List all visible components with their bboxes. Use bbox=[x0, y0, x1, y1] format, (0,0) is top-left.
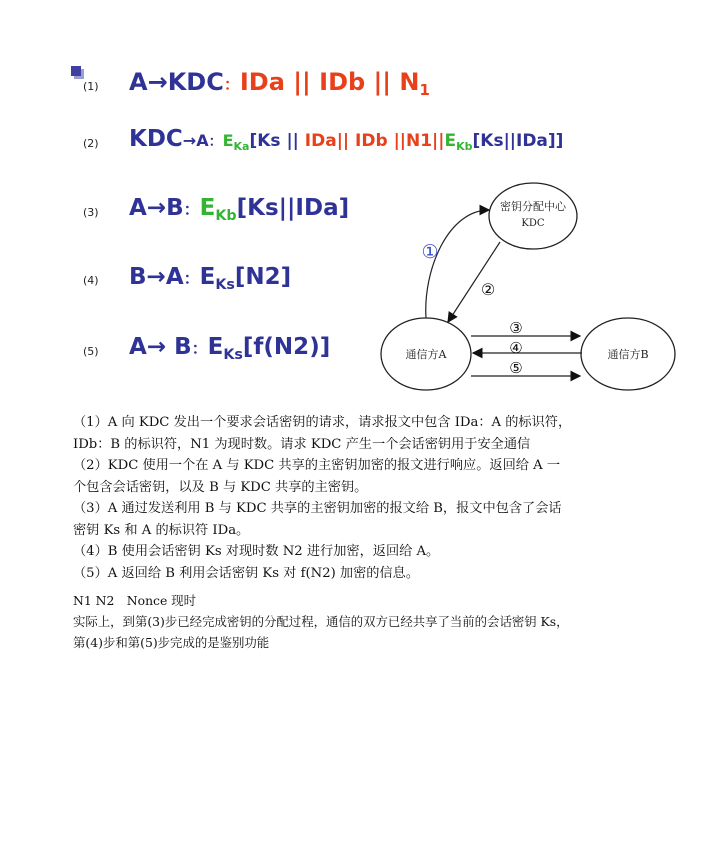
step-2-e2: E bbox=[444, 131, 457, 151]
description-line: （2）KDC 使用一个在 A 与 KDC 共享的主密钥加密的报文进行响应。返回给 A 一 bbox=[73, 458, 561, 473]
protocol-description bbox=[73, 412, 673, 584]
step-4-to: A bbox=[165, 264, 184, 290]
kdc-node bbox=[489, 183, 577, 249]
step-2-e1: E bbox=[222, 131, 234, 150]
circled-number-5: ⑤ bbox=[509, 359, 523, 377]
step-2-mid-ids: IDa|| IDb ||N1|| bbox=[298, 131, 445, 151]
step-3-e: E bbox=[199, 195, 216, 221]
step-3-tail: [Ks||IDa] bbox=[236, 195, 350, 221]
step-3-from: A bbox=[129, 195, 147, 221]
step-4-e-sub: Ks bbox=[215, 276, 235, 293]
notes bbox=[73, 590, 673, 653]
step-2-colon: ： bbox=[208, 134, 223, 150]
step-3-arrow: → bbox=[146, 195, 167, 221]
circled-number-3: ③ bbox=[509, 319, 523, 337]
kdc-flow-diagram bbox=[378, 180, 678, 398]
step-1-number: (1) bbox=[83, 80, 99, 93]
step-3-e-sub: Kb bbox=[215, 207, 237, 224]
note-line: 实际上，到第(3)步已经完成密钥的分配过程，通信的双方已经共享了当前的会话密钥 Ks， bbox=[73, 614, 569, 629]
step-4-arrow: → bbox=[146, 264, 166, 290]
party-b-label: 通信方B bbox=[607, 348, 649, 361]
step-5-number: (5) bbox=[83, 345, 99, 358]
step-1-colon: ： bbox=[223, 75, 240, 94]
step-1-payload: IDa || IDb || N bbox=[239, 68, 420, 96]
description-line: 密钥 Ks 和 A 的标识符 IDa。 bbox=[73, 522, 250, 538]
step-3-equation bbox=[129, 195, 349, 224]
step-1-from: A bbox=[129, 68, 148, 96]
step-4-colon: ： bbox=[183, 269, 200, 288]
step-2-to: A bbox=[196, 131, 209, 150]
step-2-mid-key: [Ks || bbox=[249, 131, 299, 151]
step-3-number: (3) bbox=[83, 206, 99, 219]
step-1-equation bbox=[129, 68, 430, 99]
step-3-colon: ： bbox=[183, 200, 200, 219]
step-2-e2-sub: Kb bbox=[456, 139, 473, 153]
step-2-from: KDC bbox=[129, 126, 183, 152]
step-4-number: (4) bbox=[83, 274, 99, 287]
description-line: （4）B 使用会话密钥 Ks 对现时数 N2 进行加密，返回给 A。 bbox=[73, 544, 440, 559]
step-3-to: B bbox=[166, 195, 184, 221]
step-2-e1-sub: Ka bbox=[233, 139, 250, 153]
arrow-step-1 bbox=[426, 210, 489, 318]
step-2-equation bbox=[129, 126, 563, 153]
kdc-label-line2: KDC bbox=[521, 218, 545, 229]
step-5-tail: [f(N2)] bbox=[242, 334, 331, 360]
description-line: （1）A 向 KDC 发出一个要求会话密钥的请求，请求报文中包含 IDa：A 的标识符， bbox=[73, 415, 572, 430]
step-1-payload-sub: 1 bbox=[419, 81, 430, 100]
step-5-from: A bbox=[129, 334, 147, 360]
step-4-e: E bbox=[199, 264, 216, 290]
step-4-from: B bbox=[129, 264, 147, 290]
step-4-tail: [N2] bbox=[234, 264, 292, 290]
description-line: 个包含会话密钥，以及 B 与 KDC 共享的主密钥。 bbox=[73, 479, 368, 495]
note-line: N1 N2 Nonce 现时 bbox=[73, 593, 197, 608]
step-5-equation bbox=[129, 334, 330, 363]
note-line: 第(4)步和第(5)步完成的是鉴别功能 bbox=[73, 635, 270, 650]
circled-number-1: ① bbox=[421, 241, 439, 263]
step-5-e: E bbox=[207, 334, 224, 360]
description-line: IDb：B 的标识符，N1 为现时数。请求 KDC 产生一个会话密钥用于安全通信 bbox=[73, 436, 531, 452]
step-2-arrow: → bbox=[182, 131, 197, 150]
step-1-to: KDC bbox=[167, 68, 224, 96]
circled-number-2: ② bbox=[480, 280, 496, 299]
slide-bullet-decoration bbox=[71, 66, 83, 78]
step-2-mid bbox=[249, 131, 444, 151]
kdc-label-line1: 密钥分配中心 bbox=[500, 200, 566, 213]
step-4-equation bbox=[129, 264, 291, 293]
step-5-arrow: → bbox=[146, 334, 167, 360]
step-5-to: B bbox=[166, 334, 192, 360]
circled-number-4: ④ bbox=[509, 339, 523, 357]
description-line: （3）A 通过发送利用 B 与 KDC 共享的主密钥加密的报文给 B，报文中包含了会话 bbox=[73, 501, 562, 516]
party-a-label: 通信方A bbox=[405, 348, 447, 361]
step-5-colon: ： bbox=[191, 339, 208, 358]
step-2-tail: [Ks||IDa]] bbox=[472, 131, 564, 151]
step-5-e-sub: Ks bbox=[223, 346, 243, 363]
step-2-number: (2) bbox=[83, 137, 99, 150]
step-1-arrow: → bbox=[147, 68, 168, 96]
description-line: （5）A 返回给 B 利用会话密钥 Ks 对 f(N2) 加密的信息。 bbox=[73, 565, 420, 581]
